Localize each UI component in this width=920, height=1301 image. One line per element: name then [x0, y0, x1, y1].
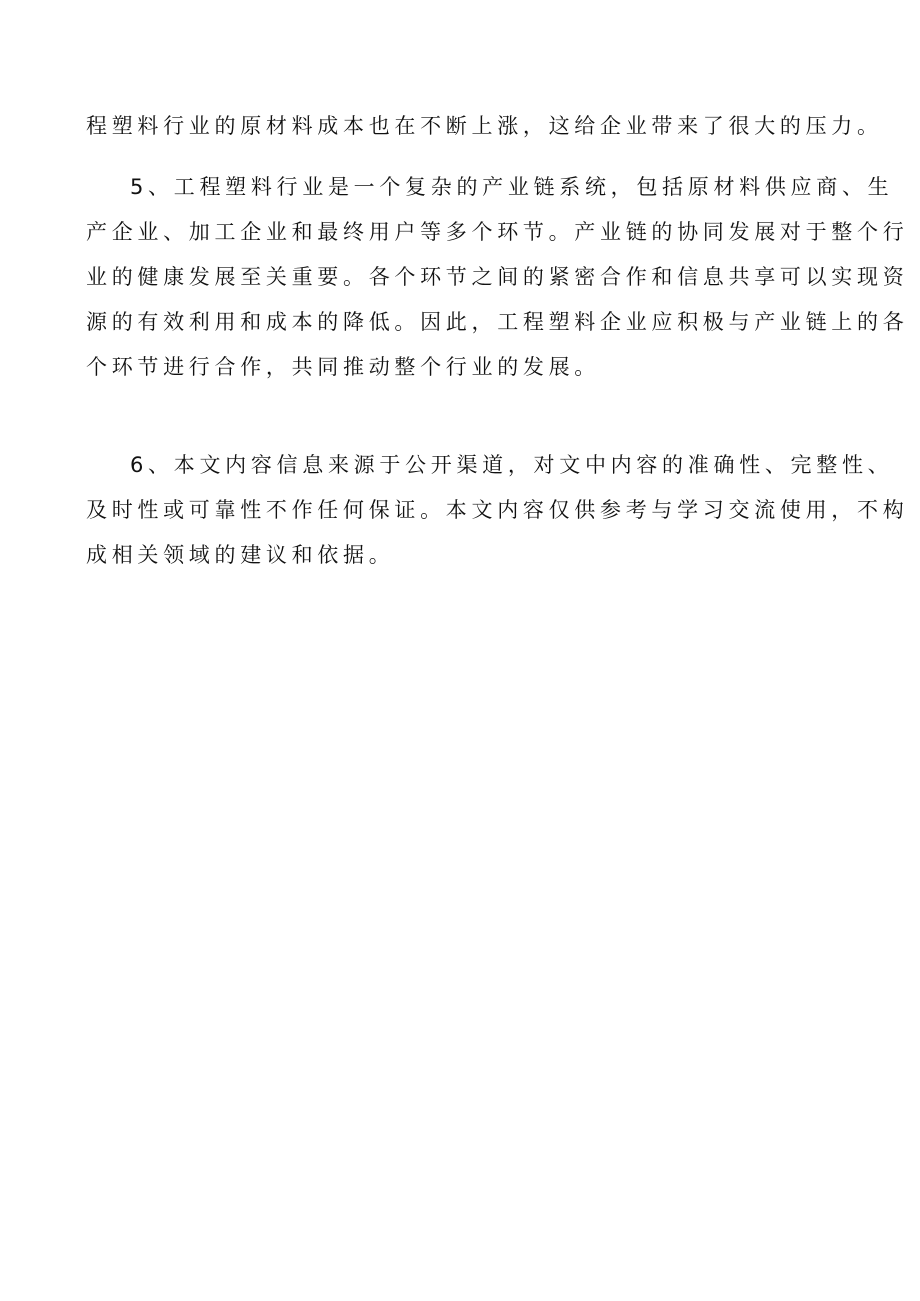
paragraph-line: 6、本文内容信息来源于公开渠道，对文中内容的准确性、完整性、 [130, 453, 894, 477]
paragraph-line: 产企业、加工企业和最终用户等多个环节。产业链的协同发展对于整个行 [86, 220, 909, 244]
paragraph-line: 成相关领域的建议和依据。 [86, 543, 395, 567]
paragraph-line: 源的有效利用和成本的降低。因此，工程塑料企业应积极与产业链上的各 [86, 310, 909, 334]
paragraph-line: 及时性或可靠性不作任何保证。本文内容仅供参考与学习交流使用，不构 [86, 498, 909, 522]
paragraph-line: 5、工程塑料行业是一个复杂的产业链系统，包括原材料供应商、生 [130, 175, 894, 199]
paragraph-line: 个环节进行合作，共同推动整个行业的发展。 [86, 355, 600, 379]
paragraph-continuation [86, 104, 883, 149]
paragraph-5 [86, 165, 909, 390]
paragraph-6 [86, 443, 909, 578]
paragraph-line: 程塑料行业的原材料成本也在不断上涨，这给企业带来了很大的压力。 [86, 114, 883, 138]
paragraph-line: 业的健康发展至关重要。各个环节之间的紧密合作和信息共享可以实现资 [86, 265, 909, 289]
